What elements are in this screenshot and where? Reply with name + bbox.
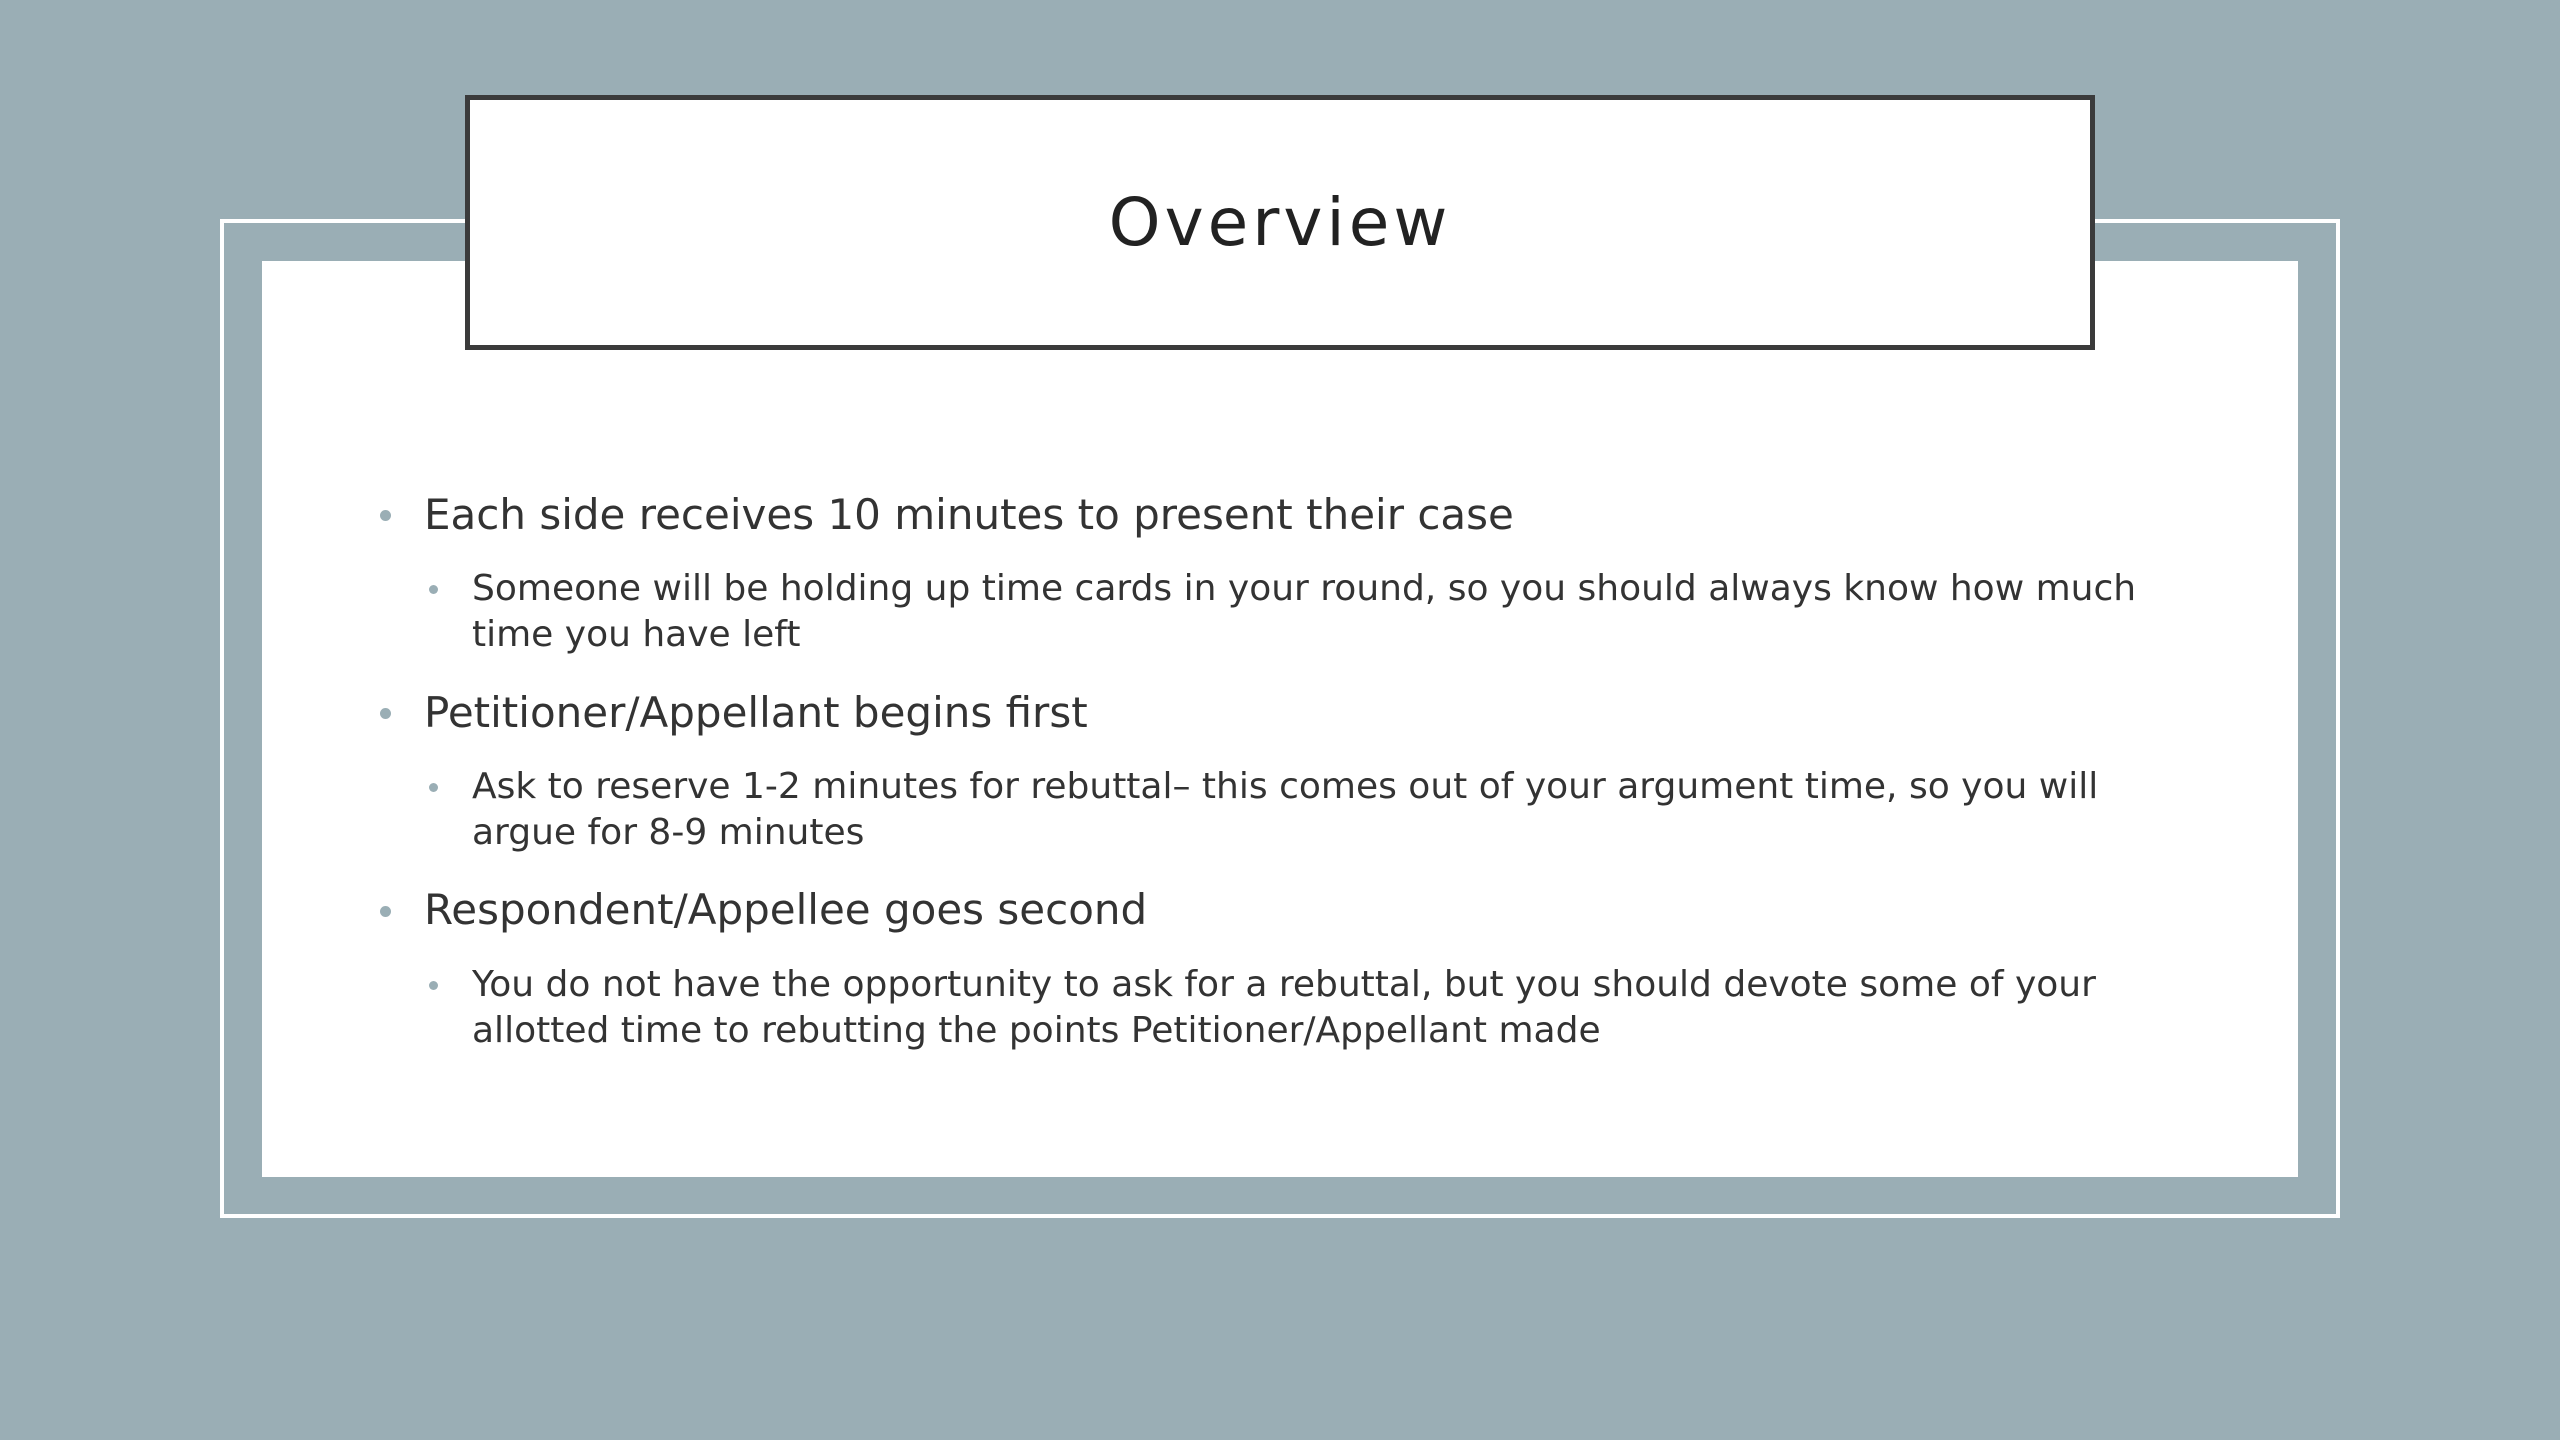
bullet-item: Petitioner/Appellant begins first [424,688,1088,737]
bullet-dot [380,510,391,521]
sub-bullet-item: You do not have the opportunity to ask for a rebuttal, but you should devote some of your allotted time to rebutting the points Petitioner/Appellant made [472,964,2096,1051]
bullet-item: Each side receives 10 minutes to present their case [424,490,1514,539]
sub-bullet-item: Ask to reserve 1-2 minutes for rebuttal– this comes out of your argument time, so you will argue for 8-9 minutes [472,766,2099,853]
sub-bullet-dot [429,981,438,990]
bullet-dot [380,708,391,719]
sub-bullet-dot [429,585,438,594]
sub-bullet-item: Someone will be holding up time cards in your round, so you should always know how much time you have left [472,568,2137,655]
bullet-dot [380,906,391,917]
sub-bullet-dot [429,783,438,792]
slide-title: Overview [1108,184,1452,261]
bullet-item: Respondent/Appellee goes second [424,885,1148,934]
